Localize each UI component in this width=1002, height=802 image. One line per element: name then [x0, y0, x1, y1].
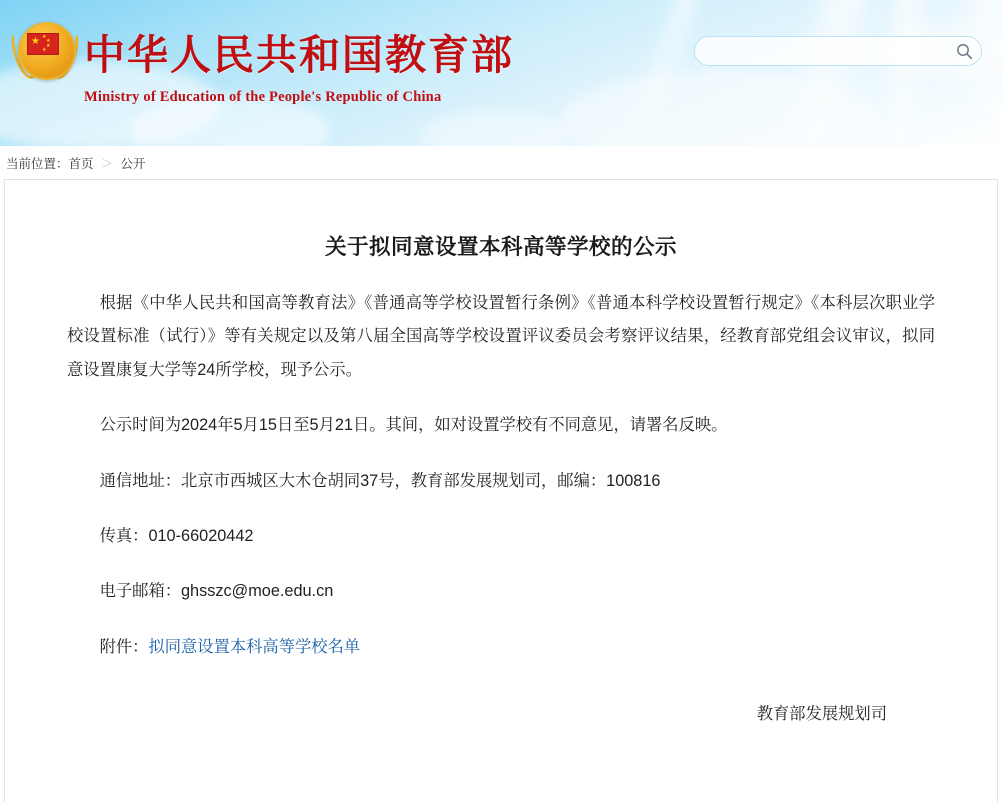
attachment-link[interactable]: 拟同意设置本科高等学校名单 — [148, 637, 361, 656]
breadcrumb-item-home[interactable]: 首页 — [68, 156, 94, 171]
star-small-icon: ★ — [42, 47, 47, 53]
breadcrumb — [0, 146, 1002, 179]
star-small-icon: ★ — [42, 34, 47, 40]
site-title-en: Ministry of Education of the People's Republic of China — [84, 89, 442, 105]
attachment-label: 附件： — [99, 637, 149, 656]
article-paragraph-3: 通信地址：北京市西城区大木仓胡同37号，教育部发展规划司，邮编：100816 — [99, 471, 661, 490]
site-header-banner — [0, 0, 1002, 146]
document-signature: 教育部发展规划司 — [756, 705, 887, 724]
attachment-line — [67, 631, 935, 664]
site-title-block[interactable] — [84, 22, 514, 106]
site-title-cn: 中华人民共和国教育部 — [84, 32, 514, 78]
search-input[interactable] — [695, 44, 947, 59]
article-paragraph-4: 传真：010-66020442 — [99, 527, 254, 546]
search-box[interactable] — [694, 36, 982, 66]
national-emblem-icon — [12, 18, 78, 84]
article-body — [67, 287, 935, 732]
star-small-icon: ★ — [46, 43, 51, 49]
search-icon[interactable] — [947, 37, 981, 65]
breadcrumb-item-open[interactable]: 公开 — [120, 156, 146, 171]
star-large-icon: ★ — [31, 36, 40, 47]
page-title: 关于拟同意设置本科高等学校的公示 — [324, 235, 677, 259]
article-paragraph-1: 根据《中华人民共和国高等教育法》《普通高等学校设置暂行条例》《普通本科学校设置暂行规定》《本科层次职业学校设置标准（试行）》等有关规定以及第八届全国高等学校设置评议委员会考察评议结果，经教育部党组会议审议，拟同意设置康复大学等24所学校，现予公示。 — [67, 294, 935, 379]
article-card — [4, 179, 998, 802]
breadcrumb-separator-icon: ＞ — [101, 157, 113, 170]
breadcrumb-label: 当前位置： — [6, 156, 69, 171]
cloud-decoration — [420, 110, 570, 146]
star-small-icon: ★ — [46, 38, 51, 44]
article-paragraph-5: 电子邮箱：ghsszc@moe.edu.cn — [99, 582, 334, 601]
article-paragraph-2: 公示时间为2024年5月15日至5月21日。其间，如对设置学校有不同意见，请署名反映。 — [99, 416, 728, 435]
